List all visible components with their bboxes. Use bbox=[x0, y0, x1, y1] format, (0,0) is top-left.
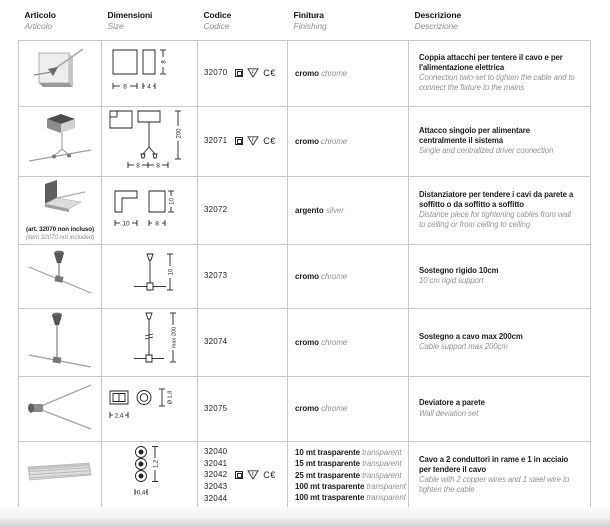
table-row bbox=[19, 376, 591, 441]
single-attachment-photo bbox=[23, 109, 97, 169]
table-row bbox=[19, 308, 591, 376]
dimension-diagram bbox=[107, 181, 193, 235]
finish-cell bbox=[288, 244, 409, 308]
description-cell bbox=[409, 106, 591, 176]
product-code: 32044 bbox=[204, 493, 228, 503]
f-triangle-icon bbox=[247, 68, 259, 78]
code-cell bbox=[198, 40, 288, 106]
product-catalog-table bbox=[18, 10, 591, 510]
product-code: 32072 bbox=[204, 205, 228, 215]
table-row bbox=[19, 244, 591, 308]
product-code-list bbox=[204, 446, 227, 504]
code-cell bbox=[198, 106, 288, 176]
diameter-dim-label: Ø 1,8 bbox=[167, 390, 173, 405]
finish-cell bbox=[288, 106, 409, 176]
dimension-diagram bbox=[105, 42, 195, 100]
description-cell bbox=[409, 441, 591, 509]
product-code: 32041 bbox=[204, 458, 228, 468]
finish-it: cromo bbox=[295, 404, 319, 414]
svg-text:F: F bbox=[251, 69, 255, 75]
column-label: Codice bbox=[203, 10, 232, 20]
column-sublabel: Codice bbox=[203, 21, 230, 32]
cable-photo bbox=[23, 456, 97, 490]
column-sublabel: Descrizione bbox=[414, 21, 458, 32]
finish-en: chrome bbox=[321, 337, 348, 347]
distance-bracket-photo bbox=[23, 178, 97, 220]
description-it: Deviatore a parete bbox=[419, 398, 485, 408]
width-dim-label: 10 bbox=[121, 220, 130, 228]
code-cell bbox=[198, 441, 288, 509]
ce-mark-icon: C€ bbox=[263, 136, 276, 147]
product-photo-cell bbox=[19, 244, 102, 308]
product-code: 32074 bbox=[204, 337, 228, 347]
description-it: Attacco singolo per alimentare centralmente il sistema bbox=[419, 125, 530, 146]
finish-cell bbox=[288, 40, 409, 106]
certification-icons bbox=[235, 68, 276, 78]
photo-note-en: (item 32070 not included) bbox=[25, 234, 95, 242]
product-photo-cell bbox=[19, 308, 102, 376]
finish-en: transparent bbox=[366, 492, 406, 502]
finish-en: chrome bbox=[321, 68, 348, 78]
column-header-descrizione bbox=[409, 10, 591, 40]
finish-en: transparent bbox=[362, 459, 402, 469]
wall-deviator-photo bbox=[23, 379, 97, 433]
f-triangle-icon bbox=[247, 136, 259, 146]
finish-en: chrome bbox=[321, 271, 348, 281]
product-code: 32042 bbox=[204, 470, 228, 480]
height-dim-label: max 200 bbox=[171, 326, 177, 348]
description-it: Sostegno a cavo max 200cm bbox=[419, 331, 523, 341]
width-dim-label: 4 bbox=[146, 83, 151, 91]
product-photo-cell bbox=[19, 376, 102, 441]
dimension-cell bbox=[102, 376, 198, 441]
height-dim-label: 200 bbox=[176, 128, 182, 139]
width-dim-label: 8 bbox=[154, 220, 159, 228]
table-row bbox=[19, 106, 591, 176]
height-dim-label: 1,2 bbox=[153, 459, 159, 468]
photo-note bbox=[19, 226, 101, 242]
column-header-finitura bbox=[288, 10, 409, 40]
product-photo-cell bbox=[19, 106, 102, 176]
column-sublabel: Finishing bbox=[293, 21, 327, 32]
finish-en: transparent bbox=[366, 481, 406, 491]
dimension-cell bbox=[102, 441, 198, 509]
code-cell bbox=[198, 244, 288, 308]
width-dim-label: 2,4 bbox=[114, 412, 123, 420]
finish-en: transparent bbox=[362, 448, 402, 458]
dimension-cell bbox=[102, 244, 198, 308]
code-cell bbox=[198, 308, 288, 376]
column-label: Descrizione bbox=[414, 10, 462, 20]
class-ii-insulation-icon bbox=[235, 471, 243, 479]
height-dim-label: 10 bbox=[168, 268, 174, 275]
finish-it: 15 mt trasparente bbox=[295, 459, 360, 469]
dimension-cell bbox=[102, 176, 198, 244]
finish-en: chrome bbox=[321, 404, 348, 414]
page-bottom-edge bbox=[0, 507, 610, 527]
code-cell bbox=[198, 376, 288, 441]
description-cell bbox=[409, 176, 591, 244]
description-cell bbox=[409, 376, 591, 441]
column-label: Dimensioni bbox=[107, 10, 153, 20]
table-header bbox=[19, 10, 591, 40]
width-dim-label: 8 bbox=[122, 83, 127, 91]
column-sublabel: Size bbox=[107, 21, 124, 32]
description-it: Sostegno rigido 10cm bbox=[419, 265, 499, 275]
column-header-dimensioni bbox=[102, 10, 198, 40]
class-ii-insulation-icon bbox=[235, 137, 243, 145]
dimension-cell bbox=[102, 308, 198, 376]
dimension-diagram bbox=[118, 248, 182, 300]
description-en: 10 cm rigid support bbox=[419, 276, 484, 286]
certification-icons bbox=[235, 136, 276, 146]
f-triangle-icon bbox=[247, 470, 259, 480]
column-label: Articolo bbox=[24, 10, 56, 20]
description-en: Cable support max 200cm bbox=[419, 342, 508, 352]
product-code: 32040 bbox=[204, 447, 228, 457]
product-photo-cell bbox=[19, 176, 102, 244]
dimension-diagram bbox=[123, 442, 177, 504]
finish-en: transparent bbox=[362, 470, 402, 480]
product-code: 32071 bbox=[204, 136, 228, 146]
class-ii-insulation-icon bbox=[235, 69, 243, 77]
product-photo-cell bbox=[19, 40, 102, 106]
dimension-diagram bbox=[108, 107, 192, 171]
description-it: Distanziatore per tendere i cavi da parete a soffitto o da soffitto a soffitto bbox=[419, 189, 574, 209]
dimension-diagram bbox=[106, 385, 194, 427]
width-dim-label: 8 bbox=[155, 162, 160, 170]
ce-mark-icon: C€ bbox=[263, 68, 276, 79]
finish-it: 100 mt trasparente bbox=[295, 481, 365, 491]
finish-it: cromo bbox=[295, 68, 319, 78]
finish-it: cromo bbox=[295, 271, 319, 281]
product-code: 32070 bbox=[204, 68, 228, 78]
finish-en: chrome bbox=[321, 136, 348, 146]
column-header-articolo bbox=[19, 10, 102, 40]
finish-it: 25 mt trasparente bbox=[295, 470, 360, 480]
description-en: Connection twin-set to tighten the cable and to connect the fixture to the mains bbox=[419, 73, 575, 93]
finish-cell bbox=[288, 376, 409, 441]
product-photo-cell bbox=[19, 441, 102, 509]
description-en: Single and centralized driver connection bbox=[419, 146, 554, 156]
finish-cell bbox=[288, 176, 409, 244]
table-row bbox=[19, 40, 591, 106]
certification-icons bbox=[235, 470, 276, 480]
finish-cell bbox=[288, 441, 409, 509]
dimension-diagram bbox=[113, 309, 187, 371]
product-code: 32043 bbox=[204, 481, 228, 491]
finish-en: silver bbox=[325, 205, 344, 215]
rigid-support-photo bbox=[23, 247, 97, 301]
finish-it: argento bbox=[295, 205, 324, 215]
description-en: Cable with 2 copper wires and 1 steel wire to tighten the cable bbox=[419, 475, 570, 495]
finish-it: 10 mt trasparente bbox=[295, 448, 360, 458]
photo-note-it: (art. 32070 non incluso) bbox=[26, 225, 94, 233]
table-row bbox=[19, 176, 591, 244]
code-cell bbox=[198, 176, 288, 244]
column-header-codice bbox=[198, 10, 288, 40]
cable-support-photo bbox=[23, 309, 97, 371]
finish-it: 100 mt trasparente bbox=[295, 492, 365, 502]
description-en: Distance piece for tightening cables from wall to ceiling or from ceiling to ceiling bbox=[419, 210, 571, 230]
dimension-cell bbox=[102, 40, 198, 106]
finish-it: cromo bbox=[295, 337, 319, 347]
product-code: 32073 bbox=[204, 271, 228, 281]
description-cell bbox=[409, 308, 591, 376]
column-label: Finitura bbox=[293, 10, 324, 20]
finish-cell bbox=[288, 308, 409, 376]
height-dim-label: 8 bbox=[161, 59, 167, 64]
description-cell bbox=[409, 40, 591, 106]
description-en: Wall deviation set bbox=[419, 408, 479, 418]
width-dim-label: 8 bbox=[135, 162, 140, 170]
height-dim-label: 10 bbox=[169, 197, 175, 205]
svg-text:F: F bbox=[251, 471, 255, 477]
description-it: Cavo a 2 conduttori in rame e 1 in acciaio per tendere il cavo bbox=[419, 454, 569, 474]
ce-mark-icon: C€ bbox=[263, 470, 276, 481]
product-code: 32075 bbox=[204, 403, 228, 413]
column-sublabel: Articolo bbox=[24, 21, 53, 32]
twin-attachment-photo bbox=[23, 43, 97, 99]
svg-text:F: F bbox=[251, 137, 255, 143]
width-dim-label: 0,4 bbox=[136, 490, 145, 497]
description-cell bbox=[409, 244, 591, 308]
dimension-cell bbox=[102, 106, 198, 176]
finish-it: cromo bbox=[295, 136, 319, 146]
description-it: Coppia attacchi per tentere il cavo e per l'alimentazione elettrica bbox=[419, 52, 563, 72]
table-row bbox=[19, 441, 591, 509]
